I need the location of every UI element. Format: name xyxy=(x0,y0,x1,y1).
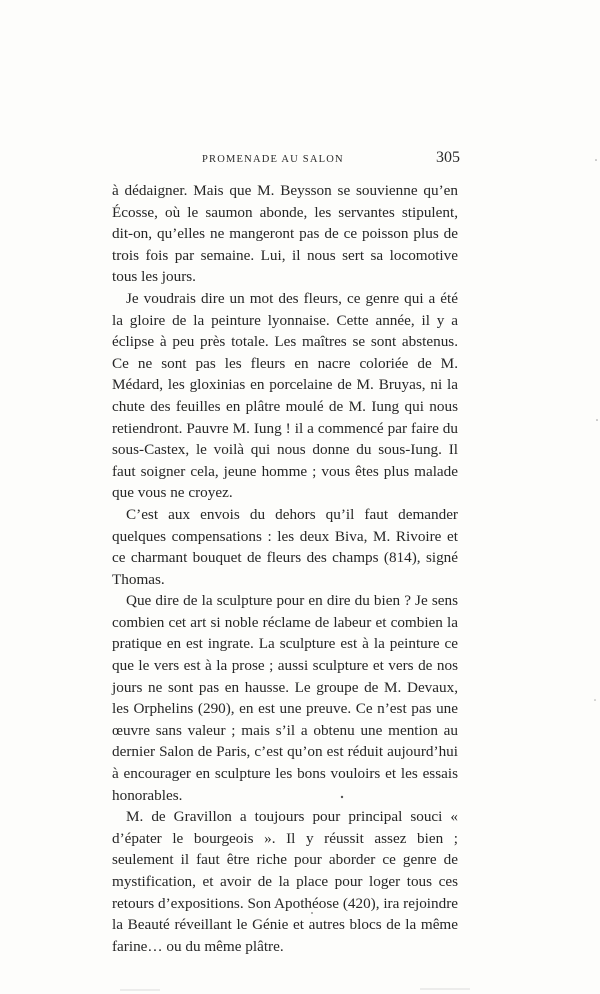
paragraph-fleurs: Je voudrais dire un mot des fleurs, ce genre qui a été la gloire de la peinture lyonnaise. Cette année, il y a éclipse à peu près totale. Les maîtres se sont abstenus. Ce ne sont pas les fleurs en nacre coloriée de M. Médard, les gloxinias en porcelaine de M. Bruyas, ni la chute des feuilles en plâtre moulé de M. Iung qui nous retiendront. Pauvre M. Iung ! il a commencé par faire du sous-Castex, le voilà qui nous donne du sous-Iung. Il faut soigner cela, jeune homme ; vous êtes plus malade que vous ne croyez. xyxy=(112,289,458,502)
body-text xyxy=(112,180,458,957)
running-header xyxy=(112,150,460,172)
paragraph-beysson: à dédaigner. Mais que M. Beysson se souvienne qu’en Écosse, où le saumon abonde, les servantes stipulent, dit-on, qu’elles ne mangeront pas de ce poisson plus de trois fois par semaine. Lui, il nous sert sa locomotive tous les jours. xyxy=(112,182,458,286)
running-title: PROMENADE AU SALON xyxy=(202,154,344,165)
paragraph-sculpture: Que dire de la sculpture pour en dire du bien ? Je sens combien cet art si noble réclame de labeur et combien la pratique en est ingrate. La sculpture est à la peinture ce que le vers est à la prose ; aussi sculpture et vers de nos jours ne sont pas en hausse. Le groupe de M. Devaux, les Orphelins (290), en est une preuve. Ce n’est pas une œuvre sans valeur ; mais s’il a obtenu une mention au dernier Salon de Paris, c’est qu’on est réduit aujourd’hui à encourager en sculpture les bons vouloirs et les essais honorables. xyxy=(112,592,458,804)
ink-speck xyxy=(595,159,597,161)
paragraph-envois: C’est aux envois du dehors qu’il faut demander quelques compensations : les deux Biva, M. Rivoire et ce charmant bouquet de fleurs des champs (814), signé Thomas. xyxy=(112,505,458,588)
ink-speck xyxy=(596,419,598,421)
paragraph-gravillon: M. de Gravillon a toujours pour principal souci « d’épater le bourgeois ». Il y réussit assez bien ; seulement il faut être riche pour aborder ce genre de mystification, et avoir de la place pour loger tous ces retours d’expositions. Son Apothéose (420), ira rejoindre la Beauté réveillant le Génie et autres blocs de la même farine… ou du même plâtre. xyxy=(112,808,458,955)
page-number: 305 xyxy=(436,149,460,166)
ink-speck xyxy=(594,699,596,701)
